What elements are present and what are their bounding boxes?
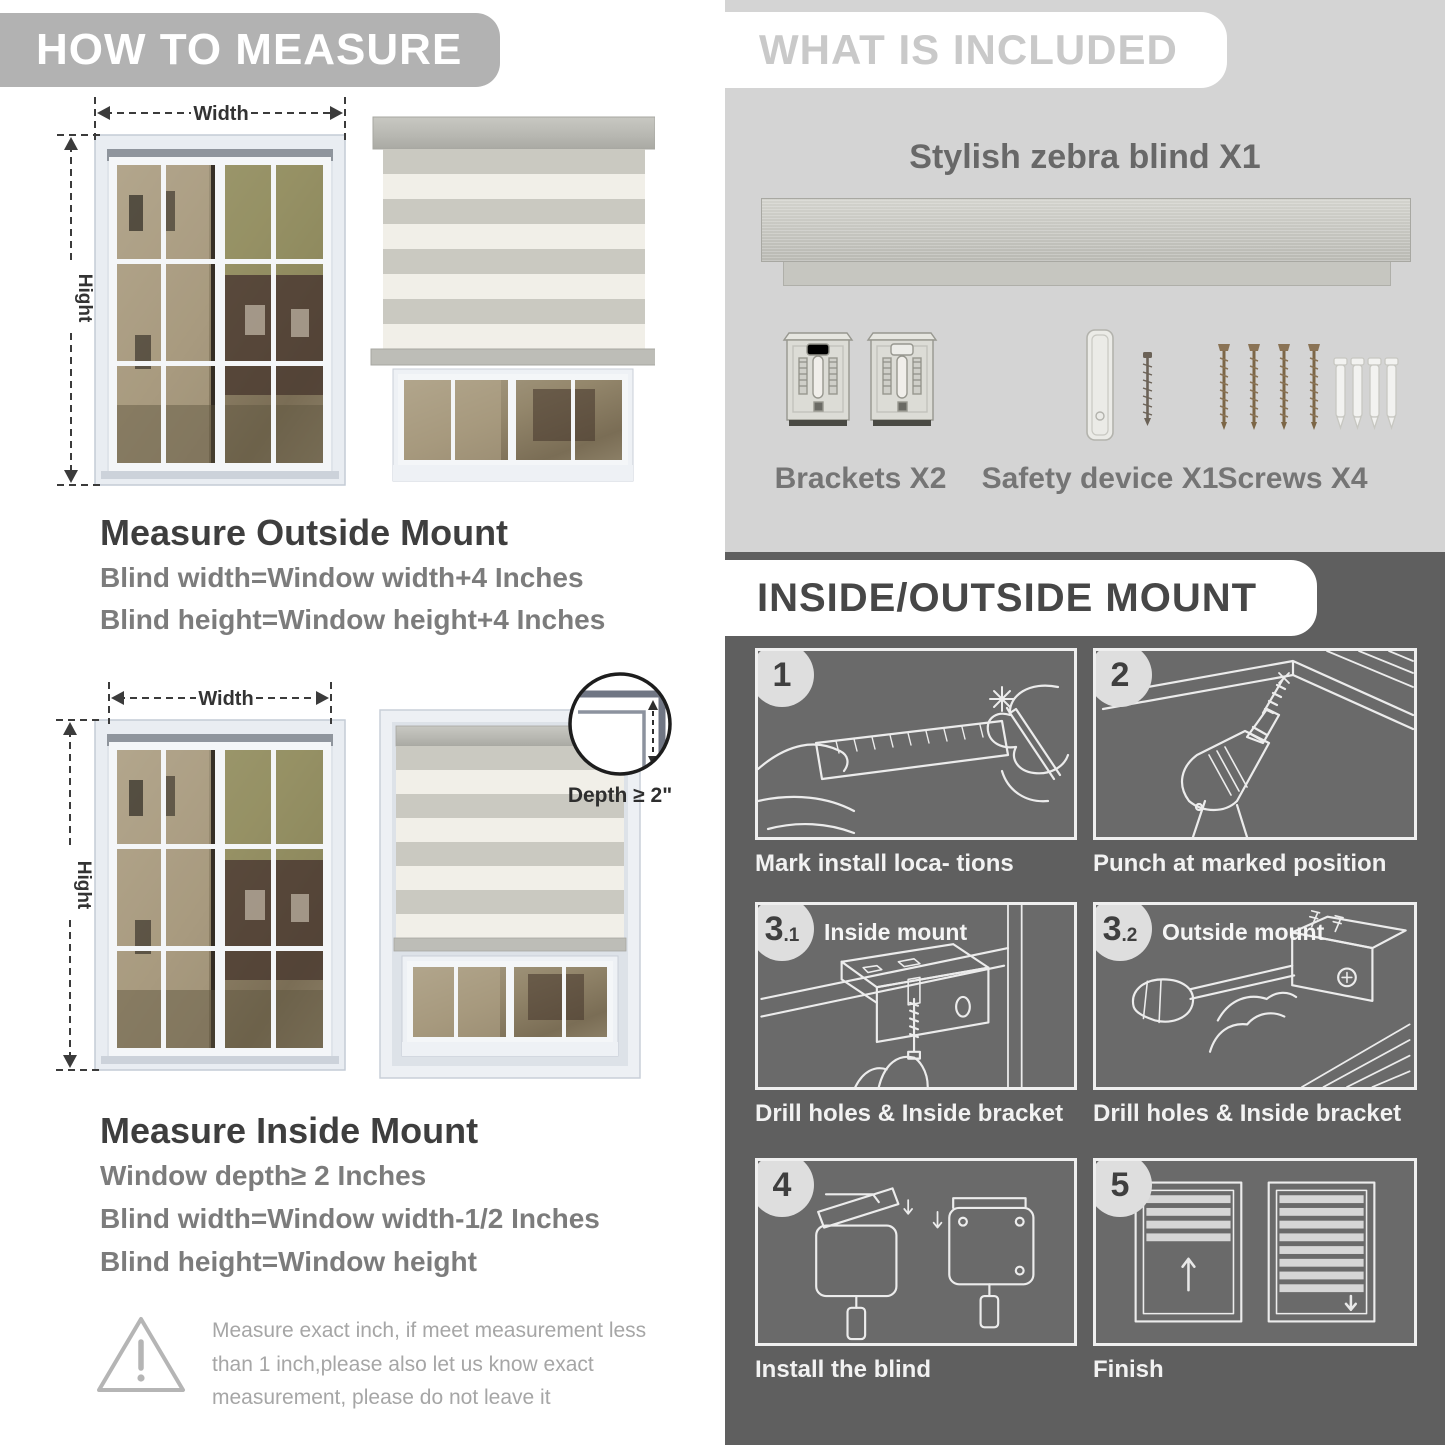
inside-mount-line3: Blind height=Window height bbox=[100, 1246, 477, 1277]
headrail-illustration bbox=[761, 198, 1411, 262]
step-4-caption: Install the blind bbox=[755, 1356, 932, 1383]
step-3-1-badge: 3 .1 bbox=[755, 902, 814, 961]
step-3-1-panel bbox=[755, 902, 1077, 1090]
step-5-panel bbox=[1093, 1158, 1417, 1346]
step-4-panel bbox=[755, 1158, 1077, 1346]
mount-header-title: INSIDE/OUTSIDE MOUNT bbox=[757, 575, 1258, 620]
step-1-panel bbox=[755, 648, 1077, 840]
width-label: Width bbox=[193, 103, 249, 125]
step-5-caption: Finish bbox=[1093, 1356, 1164, 1383]
window-illustration bbox=[95, 720, 345, 1070]
outside-mount-diagram bbox=[55, 95, 655, 500]
depth-label: Depth ≥ 2" bbox=[567, 784, 673, 807]
step-3-2-inner-label: Outside mount bbox=[1162, 919, 1325, 945]
mount-instructions-panel bbox=[725, 552, 1445, 1445]
inside-mount-line2: Blind width=Window width-1/2 Inches bbox=[100, 1203, 600, 1234]
warning-triangle-icon bbox=[95, 1312, 187, 1398]
safety-device-illustration bbox=[1045, 328, 1185, 448]
step-2-caption: Punch at marked position bbox=[1093, 850, 1387, 877]
depth-magnifier bbox=[570, 674, 670, 774]
what-is-included-header bbox=[725, 12, 1227, 88]
step-3-2-panel bbox=[1093, 902, 1417, 1090]
step-3-1-inner-label: Inside mount bbox=[824, 919, 968, 945]
screws-label: Screws X4 bbox=[1217, 462, 1368, 495]
outside-mount-line2: Blind height=Window height+4 Inches bbox=[100, 604, 606, 635]
inside-mount-line1: Window depth≥ 2 Inches bbox=[100, 1160, 427, 1191]
height-label: Hight bbox=[74, 273, 95, 323]
headrail-bottom-bar bbox=[783, 262, 1391, 286]
how-to-measure-header bbox=[0, 13, 500, 87]
blind-label: Stylish zebra blind X1 bbox=[909, 138, 1261, 176]
zebra-blind-illustration bbox=[371, 117, 655, 481]
what-is-included-panel bbox=[725, 0, 1445, 552]
step-3-1-caption: Drill holes & Inside bracket bbox=[755, 1100, 1064, 1127]
step-4-badge: 4 bbox=[755, 1158, 814, 1217]
width-label: Width bbox=[198, 688, 254, 710]
outside-mount-line1: Blind width=Window width+4 Inches bbox=[100, 562, 584, 593]
what-is-included-title: WHAT IS INCLUDED bbox=[759, 26, 1178, 73]
brackets-label: Brackets X2 bbox=[774, 462, 947, 495]
screws-illustration bbox=[1210, 332, 1400, 446]
height-label: Hight bbox=[73, 860, 94, 910]
mount-header bbox=[725, 560, 1317, 636]
step-3-2-badge: 3 .2 bbox=[1093, 902, 1152, 961]
outside-mount-title: Measure Outside Mount bbox=[100, 512, 509, 553]
how-to-measure-title: HOW TO MEASURE bbox=[36, 25, 463, 74]
window-illustration bbox=[95, 135, 345, 485]
step-1-badge: 1 bbox=[755, 648, 814, 707]
inside-mount-diagram bbox=[50, 672, 690, 1102]
step-3-2-caption: Drill holes & Inside bracket bbox=[1093, 1100, 1402, 1127]
step-2-panel bbox=[1093, 648, 1417, 840]
inside-mount-title: Measure Inside Mount bbox=[100, 1110, 479, 1151]
safety-device-label: Safety device X1 bbox=[981, 462, 1219, 495]
step-5-badge: 5 bbox=[1093, 1158, 1152, 1217]
step-1-caption: Mark install loca- tions bbox=[755, 850, 1014, 877]
warning-text: Measure exact inch, if meet measurement less than 1 inch,please also let us know exact measurement, please do not leave it bbox=[212, 1319, 647, 1410]
brackets-illustration bbox=[780, 328, 940, 446]
step-2-badge: 2 bbox=[1093, 648, 1152, 707]
